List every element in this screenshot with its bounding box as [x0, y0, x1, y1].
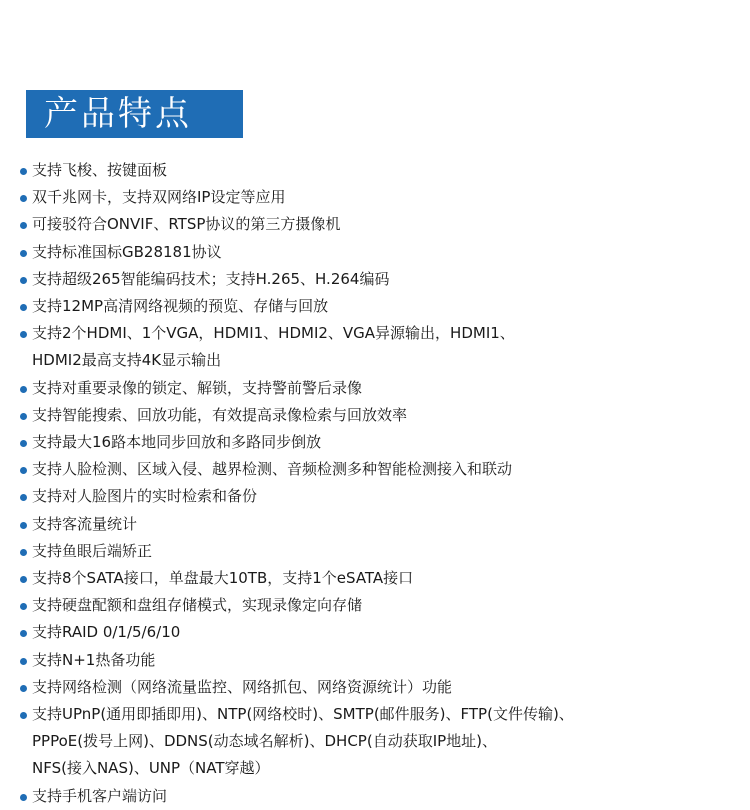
feature-item — [20, 456, 740, 483]
feature-list — [20, 157, 740, 810]
feature-item — [20, 293, 740, 320]
feature-item — [20, 619, 740, 646]
bullet-dot-icon — [20, 576, 27, 583]
feature-text: 支持超级265智能编码技术；支持H.265、H.264编码 — [32, 269, 390, 288]
feature-text: 支持8个SATA接口，单盘最大10TB，支持1个eSATA接口 — [32, 569, 414, 588]
bullet-dot-icon — [20, 794, 27, 801]
feature-text: 支持对重要录像的锁定、解锁，支持警前警后录像 — [32, 378, 363, 397]
bullet-dot-icon — [20, 386, 27, 393]
feature-text: 支持最大16路本地同步回放和多路同步倒放 — [32, 433, 322, 452]
feature-text-continued: HDMI2最高支持4K显示输出 — [32, 351, 222, 370]
feature-text: 支持人脸检测、区域入侵、越界检测、音频检测多种智能检测接入和联动 — [32, 460, 513, 479]
feature-item — [20, 320, 740, 374]
feature-text: 双千兆网卡，支持双网络IP设定等应用 — [32, 188, 286, 207]
feature-text: 支持RAID 0/1/5/6/10 — [32, 623, 181, 642]
feature-text: 支持鱼眼后端矫正 — [32, 541, 153, 560]
feature-item — [20, 674, 740, 701]
bullet-dot-icon — [20, 250, 27, 257]
feature-text: 支持智能搜索、回放功能，有效提高录像检索与回放效率 — [32, 405, 408, 424]
bullet-dot-icon — [20, 440, 27, 447]
bullet-dot-icon — [20, 658, 27, 665]
feature-item — [20, 592, 740, 619]
feature-text: 支持2个HDMI、1个VGA，HDMI1、HDMI2、VGA异源输出，HDMI1、 — [32, 324, 515, 343]
feature-text: 支持UPnP(通用即插即用)、NTP(网络校时)、SMTP(邮件服务)、FTP(文件传输)、 — [32, 705, 574, 724]
bullet-dot-icon — [20, 413, 27, 420]
bullet-dot-icon — [20, 304, 27, 311]
feature-item — [20, 511, 740, 538]
feature-item — [20, 565, 740, 592]
feature-item — [20, 783, 740, 810]
bullet-dot-icon — [20, 685, 27, 692]
feature-item — [20, 647, 740, 674]
section-title: 产品特点 — [26, 90, 243, 138]
feature-text: 支持对人脸图片的实时检索和备份 — [32, 487, 258, 506]
bullet-dot-icon — [20, 195, 27, 202]
feature-item — [20, 184, 740, 211]
bullet-dot-icon — [20, 494, 27, 501]
feature-text-continued: PPPoE(拨号上网)、DDNS(动态域名解析)、DHCP(自动获取IP地址)、 — [32, 732, 498, 751]
feature-text: 支持网络检测（网络流量监控、网络抓包、网络资源统计）功能 — [32, 677, 453, 696]
feature-item — [20, 483, 740, 510]
bullet-dot-icon — [20, 277, 27, 284]
feature-item — [20, 375, 740, 402]
bullet-dot-icon — [20, 522, 27, 529]
feature-item — [20, 239, 740, 266]
feature-item — [20, 157, 740, 184]
bullet-dot-icon — [20, 549, 27, 556]
feature-item — [20, 429, 740, 456]
feature-text: 支持12MP高清网络视频的预览、存储与回放 — [32, 297, 329, 316]
bullet-dot-icon — [20, 168, 27, 175]
bullet-dot-icon — [20, 467, 27, 474]
feature-text: 支持飞梭、按键面板 — [32, 161, 168, 179]
feature-item — [20, 701, 740, 783]
bullet-dot-icon — [20, 630, 27, 637]
bullet-dot-icon — [20, 222, 27, 229]
bullet-dot-icon — [20, 603, 27, 610]
feature-item — [20, 266, 740, 293]
feature-item — [20, 402, 740, 429]
feature-text: 支持客流量统计 — [32, 514, 138, 533]
feature-text-continued: NFS(接入NAS)、UNP（NAT穿越） — [32, 759, 270, 778]
feature-text: 可接驳符合ONVIF、RTSP协议的第三方摄像机 — [32, 215, 341, 234]
feature-text: 支持硬盘配额和盘组存储模式，实现录像定向存储 — [32, 596, 363, 615]
feature-text: 支持标准国标GB28181协议 — [32, 242, 222, 261]
bullet-dot-icon — [20, 331, 27, 338]
feature-text: 支持N+1热备功能 — [32, 650, 156, 669]
feature-item — [20, 211, 740, 238]
feature-text: 支持手机客户端访问 — [32, 786, 168, 805]
bullet-dot-icon — [20, 712, 27, 719]
feature-item — [20, 538, 740, 565]
